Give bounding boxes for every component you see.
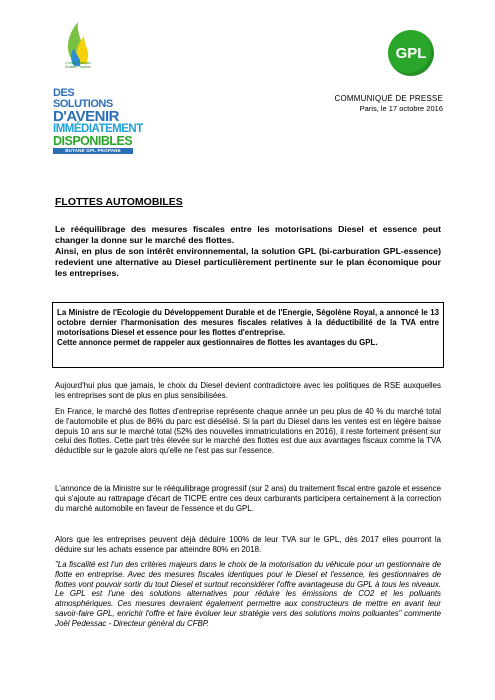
body-paragraph-3: L'annonce de la Ministre sur le rééquilibrage progressif (sur 2 ans) du traitement fiscal entre gazole et essence qui s'ajoute au rattrapage d'écart de TICPE entre ces deux carburants participera certainement à la correction du marché automobile en faveur de l'essence et du GPL. [55, 484, 441, 513]
cfbp-logo-text [48, 61, 108, 69]
press-release-label: COMMUNIQUÉ DE PRESSE [334, 94, 443, 103]
announcement-text: La Ministre de l'Ecologie du Développement Durable et de l'Energie, Ségolène Royal, a annoncé le 13 octobre dernier l'harmonisation des mesures fiscales relatives à la déductibilité de la TVA entre motorisations Diesel et essence pour les flottes d'entreprise. [57, 308, 439, 337]
slogan-line4: DISPONIBLES [53, 134, 133, 148]
gpl-badge-label: GPL [395, 44, 427, 62]
body-paragraph-4: Alors que les entreprises peuvent déjà déduire 100% de leur TVA sur le GPL, dès 2017 elles pourront la déduire sur les achats essence par atteindre 80% en 2018. [55, 535, 441, 554]
press-release-date: Paris, le 17 octobre 2016 [359, 104, 443, 113]
lead-line-2: Ainsi, en plus de son intérêt environnemental, la solution GPL (bi-carburation GPL-essence) redevient une alternative au Diesel particulièrement pertinente sur le plan économique pour les entreprises. [55, 246, 441, 279]
slogan-block [53, 87, 143, 154]
gpl-badge [388, 30, 434, 76]
body-paragraph-1: Aujourd'hui plus que jamais, le choix du Diesel devient contradictoire avec les politiques de RSE auxquelles les entreprises sont de plus en plus sensibilisées. [55, 381, 441, 400]
lead-paragraph [55, 224, 441, 279]
slogan-line1: DES SOLUTIONS [53, 87, 113, 110]
announcement-reminder: Cette annonce permet de rappeler aux gestionnaires de flottes les avantages du GPL. [57, 337, 378, 347]
slogan-line2: D'AVENIR [53, 108, 119, 125]
logo-org-line1: Comité Français [65, 61, 91, 65]
document-title: FLOTTES AUTOMOBILES [55, 196, 183, 208]
logo-org-line2: Butane Propane [65, 65, 91, 69]
quote-paragraph: "La fiscalité est l'un des critères majeurs dans le choix de la motorisation du véhicule pour un gestionnaire de flotte en entreprise. Avec des mesures fiscales identiques pour le Diesel et l'essence, les gestionnaires de flottes vont pouvoir sortir du tout Diesel et surtout reconsidérer l'offre avantageuse du GPL à tous les niveaux. Le GPL est l'une des solutions alternatives pour réduire les émissions de CO2 et les polluants atmosphériques. Ces mesures devraient également permettre aux constructeurs de mettre en avant leur savoir-faire GPL, enrichir l'offre et faire évoluer leur stratégie vers des solutions moins polluantes" commente Joël Pedessac - Directeur général du CFBP. [55, 560, 441, 628]
slogan-line3: IMMÉDIATEMENT [53, 123, 143, 135]
lead-line-1: Le rééquilibrage des mesures fiscales entre les motorisations Diesel et essence peut changer la donne sur le marché des flottes. [55, 224, 441, 246]
announcement-box [52, 302, 444, 368]
slogan-bar: BUTANE GPL PROPANE [53, 148, 133, 154]
body-paragraph-2: En France, le marché des flottes d'entreprise représente chaque année un peu plus de 40 % du marché total de l'automobile et plus de 86% du parc est diésélisé. Si la part du Diesel dans les ventes est en légère baisse depuis 10 ans sur le marché total (52% des nouvelles immatriculations en 2016), il reste fortement présent sur celui des flottes. Cette part très élevée sur le marché des flottes est due aux avantages fiscaux comme la TVA déductible sur le gazole alors qu'elle ne l'est pas sur l'essence. [55, 407, 441, 456]
